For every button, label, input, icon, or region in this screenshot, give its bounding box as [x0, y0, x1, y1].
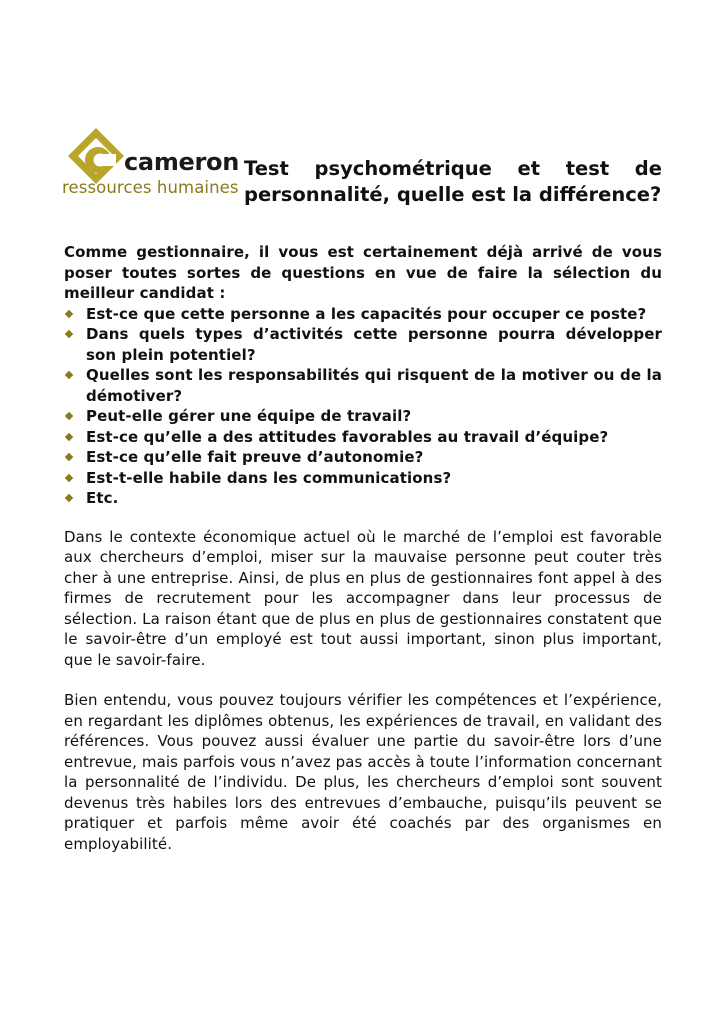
list-item-text: Est-ce qu’elle a des attitudes favorables au travail d’équipe? [86, 427, 609, 446]
diamond-bullet-icon [65, 309, 73, 317]
diamond-bullet-icon [65, 494, 73, 502]
logo-subtitle: ressources humaines [62, 178, 239, 197]
list-item-text: Est-ce qu’elle fait preuve d’autonomie? [86, 448, 424, 466]
list-item [64, 447, 662, 468]
diamond-bullet-icon [65, 453, 73, 461]
diamond-bullet-icon [65, 371, 73, 379]
document-body [64, 242, 662, 854]
list-item-text: Quelles sont les responsabilités qui risquent de la motiver ou de la démotiver? [86, 366, 662, 405]
body-paragraph-2: Bien entendu, vous pouvez toujours vérifier les compétences et l’expérience, en regardant les diplômes obtenus, les expériences de travail, en validant des références. Vous pouvez aussi évaluer une partie du savoir-être lors d’une entrevue, mais parfois vous n’avez pas accès à toute l’information concernant la personnalité de l’individu. De plus, les chercheurs d’emploi sont souvent devenus très habiles lors des entrevues d’embauche, puisqu’ils peuvent se pratiquer et parfois même avoir été coachés par des organismes en employabilité. [64, 691, 662, 853]
list-item [64, 324, 662, 365]
company-logo [62, 128, 238, 204]
list-item [64, 365, 662, 406]
intro-paragraph: Comme gestionnaire, il vous est certainement déjà arrivé de vous poser toutes sortes de questions en vue de faire la sélection du meilleur candidat : [64, 243, 662, 302]
diamond-bullet-icon [65, 473, 73, 481]
list-item [64, 406, 662, 427]
list-item-text: Dans quels types d’activités cette personne pourra développer son plein potentiel? [86, 325, 662, 364]
list-item-text: Est-t-elle habile dans les communications? [86, 468, 452, 487]
list-item [64, 304, 662, 325]
list-item-text: Etc. [86, 489, 119, 507]
question-list [64, 304, 662, 509]
list-item [64, 427, 662, 448]
diamond-bullet-icon [65, 432, 73, 440]
list-item-text: Peut-elle gérer une équipe de travail? [86, 407, 412, 425]
diamond-bullet-icon [65, 412, 73, 420]
body-paragraph-1: Dans le contexte économique actuel où le marché de l’emploi est favorable aux chercheurs d’emploi, miser sur la mauvaise personne peut couter très cher à une entreprise. Ainsi, de plus en plus de gestionnaires font appel à des firmes de recrutement pour les accompagner dans leur processus de sélection. La raison étant que de plus en plus de gestionnaires constatent que le savoir-être d’un employé est tout aussi important, sinon plus important, que le savoir-faire. [64, 527, 662, 669]
list-item [64, 468, 662, 489]
document-title: Test psychométrique et test de personnalité, quelle est la différence? [244, 157, 662, 206]
list-item [64, 488, 662, 509]
logo-name: cameron [124, 148, 240, 176]
diamond-bullet-icon [65, 330, 73, 338]
cameron-logo-icon [62, 128, 132, 184]
list-item-text: Est-ce que cette personne a les capacités pour occuper ce poste? [86, 304, 647, 323]
